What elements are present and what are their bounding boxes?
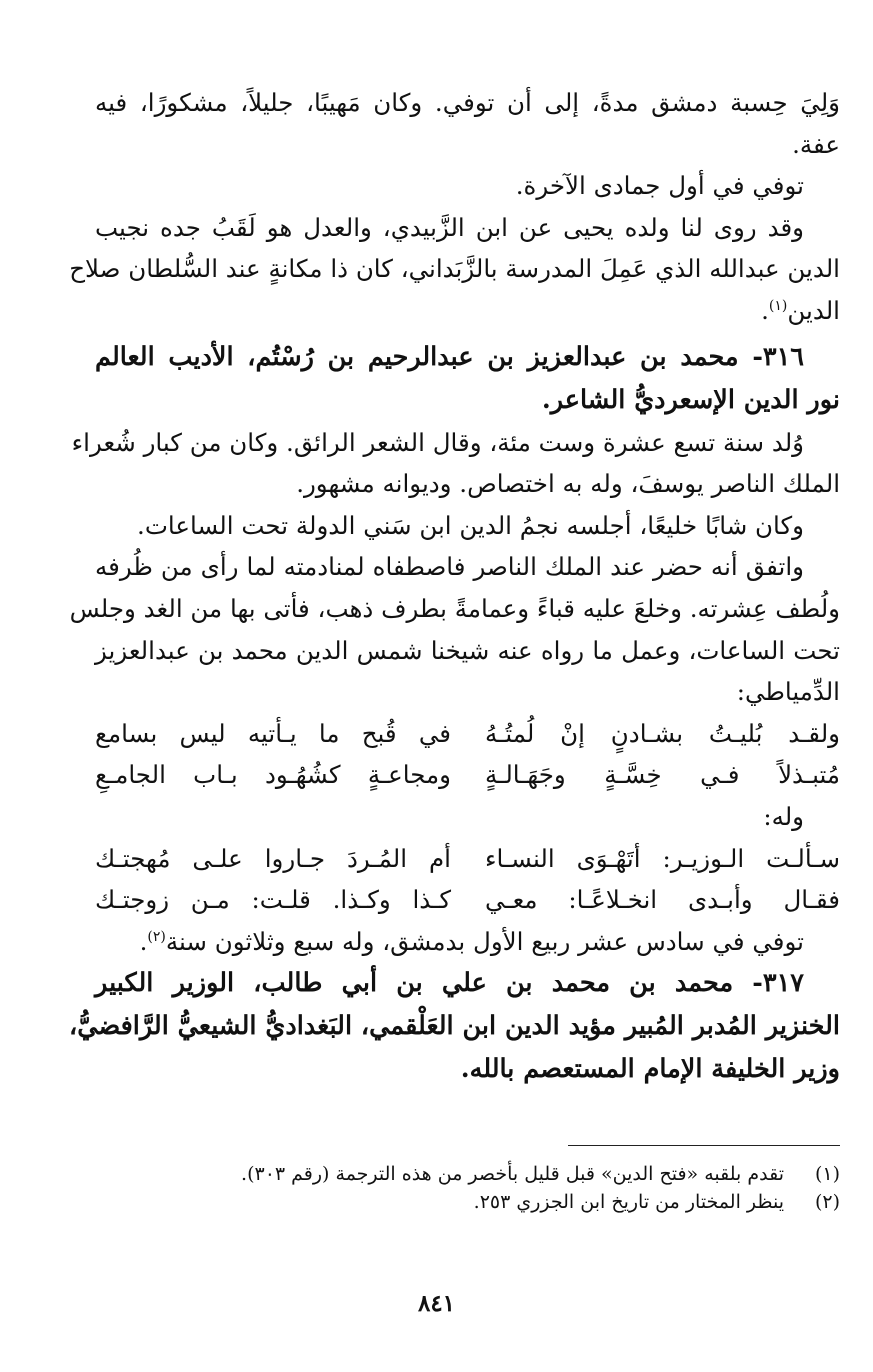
footnote-marker: (١) (768, 297, 788, 314)
footnote-number: (١) (814, 1163, 840, 1185)
page-body (68, 82, 840, 1091)
text-line: توفي في سادس عشر ربيع الأول بدمشق، وله سبع وثلاثون سنة$^{(٢)}$. (139, 926, 804, 956)
entry-heading: ٣١٦- محمد بن عبدالعزيز بن عبدالرحيم بن رُسْتُم، الأديب العالم (95, 341, 804, 372)
footnote-marker: (٢) (147, 928, 166, 945)
text-line: وقد روى لنا ولده يحيى عن ابن الزَّبيدي، والعدل هو لَقَبُ جده نجيب (95, 212, 804, 242)
footnote-text: ينظر المختار من تاريخ ابن الجزري ٢٥٣. (473, 1191, 784, 1213)
footnotes (95, 1160, 840, 1216)
text-line: تحت الساعات، وعمل ما رواه عنه شيخنا شمس الدين محمد بن عبدالعزيز (95, 635, 840, 665)
entry-heading: وزير الخليفة الإمام المستعصم بالله. (460, 1054, 840, 1085)
text-line: واتفق أنه حضر عند الملك الناصر فاصطفاه لمنادمته لما رأى من ظُرفه (95, 552, 804, 582)
text-line: الدِّمياطي: (736, 677, 840, 707)
verse-hemistich: ومجاعـةٍ كشُهُـود بـاب الجامـعِ (95, 760, 451, 790)
verse-hemistich: في قُبح ما يـأتيه ليس بسامع (95, 718, 451, 748)
text-span: الدين (787, 295, 840, 325)
footnote-number: (٢) (814, 1191, 840, 1213)
verse-line (95, 838, 840, 880)
verse-hemistich: كـذا وكـذا. قلـت: مـن زوجتـك (95, 885, 451, 915)
footnote-divider (568, 1145, 840, 1146)
text-line: ولُطف عِشرته. وخلعَ عليه قباءً وعمامةً بطرف ذهب، فأتى بها من الغد وجلس (69, 593, 840, 623)
footnote-text: تقدم بلقبه «فتح الدين» قبل قليل بأخصر من هذه الترجمة (رقم ٣٠٣). (241, 1163, 784, 1185)
entry-heading: الخنزير المُدبر المُبير مؤيد الدين ابن العَلْقمي، البَغداديُّ الشيعيُّ الرَّافضيُّ، (68, 1011, 840, 1042)
verse-hemistich: أم المُـردَ جـاروا علـى مُهجتـك (95, 843, 451, 873)
verse-hemistich: مُتبـذلاً فـي خِسَّـةٍ وجَهَـالـةٍ (485, 760, 840, 790)
text-line: وكان شابًا خليعًا، أجلسه نجمُ الدين ابن سَني الدولة تحت الساعات. (137, 510, 804, 540)
verse-hemistich: سـألـت الـوزيـر: أتَهْـوَى النسـاء (485, 843, 840, 873)
text-line: عفة. (792, 129, 840, 159)
text-line: الدين$^{(١)}$. (761, 295, 840, 325)
text-span: توفي في سادس عشر ربيع الأول بدمشق، وله سبع وثلاثون سنة (165, 926, 804, 956)
verse-line (95, 879, 840, 921)
verse-hemistich: فقـال وأبـدى انخـلاعًـا: معـي (485, 885, 840, 915)
text-line: الملك الناصر يوسفَ، وله به اختصاص. وديوانه مشهور. (296, 469, 840, 499)
text-line: وَلِيَ حِسبة دمشق مدةً، إلى أن توفي. وكان مَهيبًا، جليلاً، مشكورًا، فيه (95, 88, 840, 117)
verse-line (95, 754, 840, 796)
text-line: الدين عبدالله الذي عَمِلَ المدرسة بالزَّبَداني، كان ذا مكانةٍ عند السُّلطان صلاح (69, 254, 840, 284)
text-line: وله: (763, 801, 804, 831)
footnote (95, 1188, 840, 1216)
entry-heading: ٣١٧- محمد بن محمد بن علي بن أبي طالب، الوزير الكبير (95, 968, 804, 999)
text-line: توفي في أول جمادى الآخرة. (515, 171, 804, 201)
footnote (95, 1160, 840, 1188)
verse-line (95, 713, 840, 755)
verse-hemistich: ولقـد بُليـتُ بشـادنٍ إنْ لُمتُـهُ (485, 718, 840, 748)
entry-heading: نور الدين الإسعرديُّ الشاعر. (541, 384, 840, 415)
page-number: ٨٤١ (417, 1290, 456, 1317)
text-line: وُلد سنة تسع عشرة وست مئة، وقال الشعر الرائق. وكان من كبار شُعراء (71, 427, 804, 457)
